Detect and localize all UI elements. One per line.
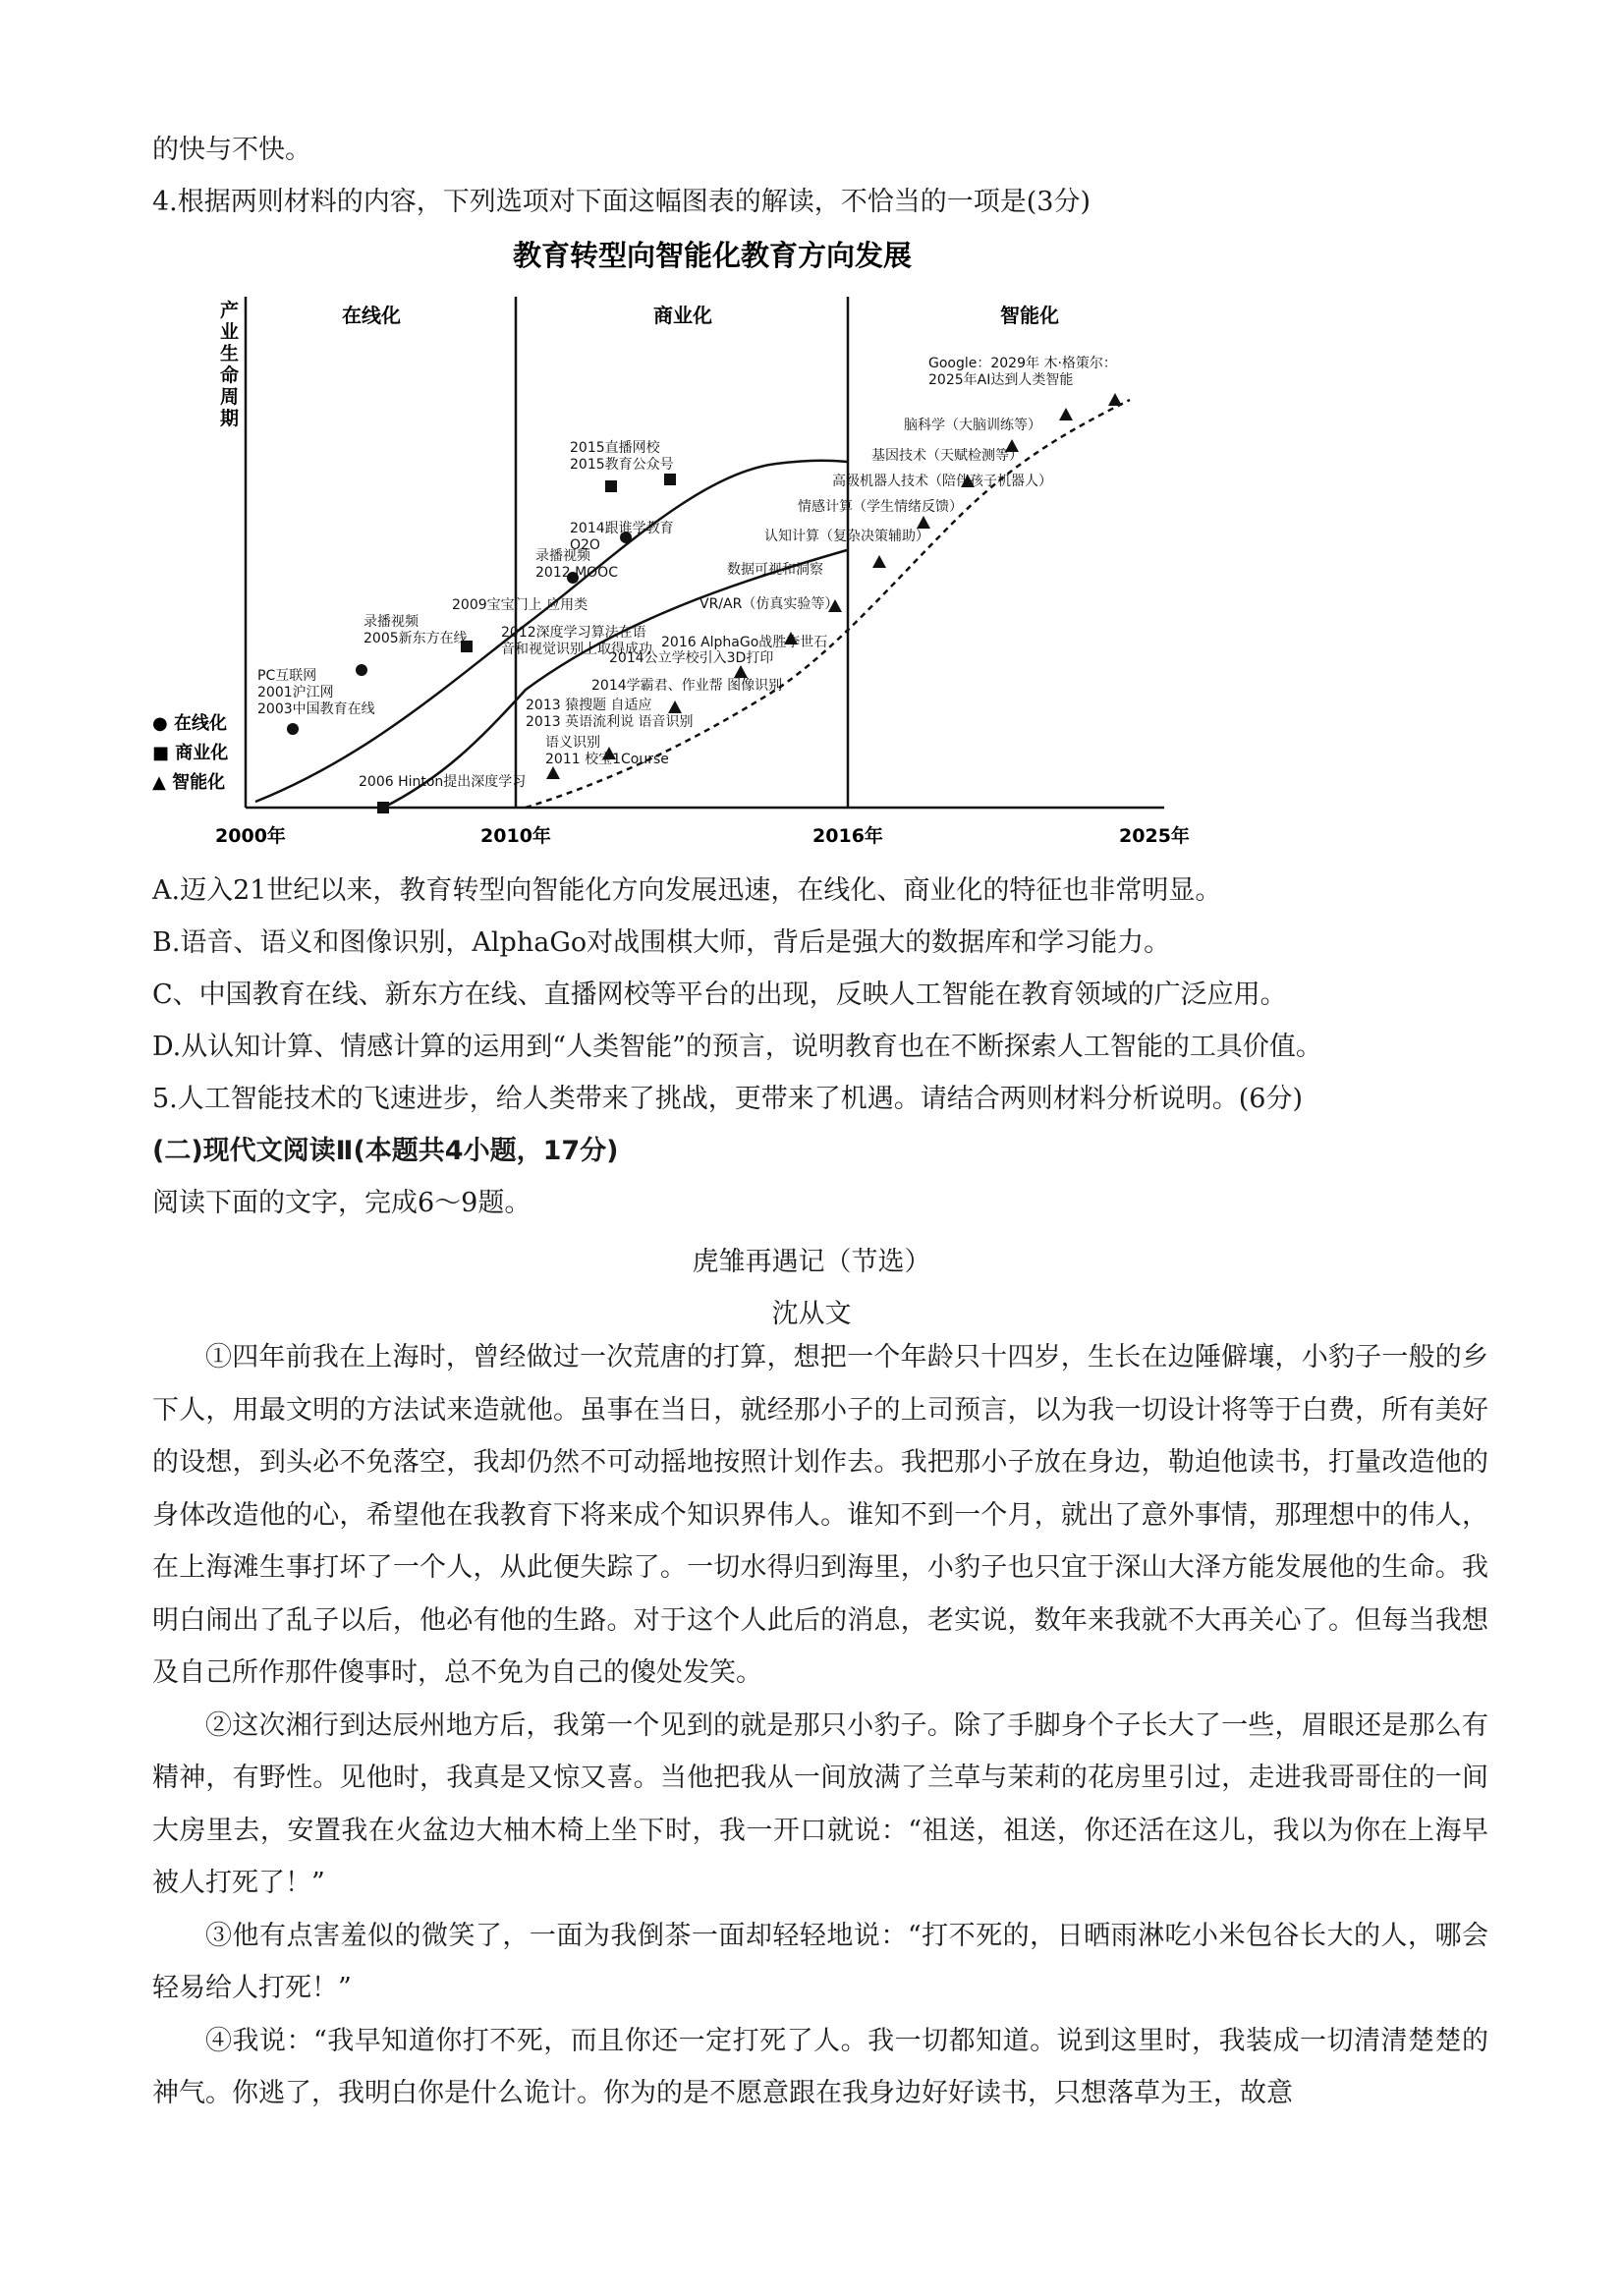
- chart-annotation: [257, 668, 375, 717]
- chart-annotation-line: 2003中国教育在线: [257, 701, 375, 717]
- option-c: C、中国教育在线、新东方在线、直播网校等平台的出现，反映人工智能在教育领域的广泛应用。: [152, 980, 1287, 1010]
- chart-annotation-line: 2014学霸君、作业帮 图像识别: [591, 678, 783, 694]
- chart-annotation: [798, 498, 963, 515]
- marker-intelligent: [872, 555, 886, 568]
- section-heading: (二)现代文阅读Ⅱ(本题共4小题，17分): [152, 1136, 619, 1166]
- marker-commercial: [377, 802, 389, 813]
- legend-online: ● 在线化: [152, 713, 227, 734]
- chart-annotation-line: 高级机器人技术（陪伴孩子机器人）: [832, 474, 1052, 489]
- chart-annotation: [700, 595, 838, 612]
- chart-annotation-line: 2012 MOOC: [535, 565, 618, 581]
- reading-instruction: 阅读下面的文字，完成6～9题。: [152, 1188, 532, 1218]
- chart-annotation-line: VR/AR（仿真实验等）: [700, 596, 839, 612]
- paragraph-3: ③他有点害羞似的微笑了，一面为我倒茶一面却轻轻地说：“打不死的，日晒雨淋吃小米包谷长大的人，哪会轻易给人打死！”: [152, 1920, 1488, 2003]
- option-b: B.语音、语义和图像识别，AlphaGo对战围棋大师，背后是强大的数据库和学习能力。: [152, 927, 1171, 958]
- chart-annotation-line: 2006 Hinton提出深度学习: [359, 774, 527, 790]
- x-tick-2010: 2010年: [480, 825, 551, 847]
- marker-intelligent: [1108, 393, 1122, 406]
- chart-title: 教育转型向智能化教育方向发展: [512, 239, 913, 272]
- chart-annotation-line: 2015教育公众号: [570, 457, 674, 473]
- chart-annotation: [452, 596, 588, 613]
- chart-annotation-line: 录播视频: [535, 548, 590, 564]
- education-chart: [147, 228, 1208, 867]
- top-text: 的快与不快。: [152, 135, 311, 165]
- chart-annotation-line: 情感计算（学生情绪反馈）: [798, 499, 963, 515]
- phase-label-commercial: 商业化: [653, 304, 712, 327]
- question-4: 4.根据两则材料的内容，下列选项对下面这幅图表的解读，不恰当的一项是(3分): [152, 187, 1091, 217]
- y-axis-label-char: 产: [220, 300, 240, 321]
- marker-intelligent: [734, 665, 748, 678]
- chart-annotation: [661, 634, 827, 650]
- chart-annotation-line: 2009宝宝门上 应用类: [452, 597, 588, 613]
- chart-annotation-line: 2005新东方在线: [364, 631, 468, 646]
- chart-annotation-line: 2014公立学校引入3D打印: [609, 650, 774, 666]
- chart-annotation-line: 2015直播网校: [570, 440, 660, 456]
- x-tick-2025: 2025年: [1119, 825, 1190, 847]
- option-a: A.迈入21世纪以来，教育转型向智能化方向发展迅速，在线化、商业化的特征也非常明显。: [152, 875, 1222, 906]
- marker-intelligent: [917, 516, 930, 529]
- chart-annotation: [871, 447, 1023, 464]
- chart-annotation-line: 脑科学（大脑训练等）: [904, 418, 1041, 433]
- chart-annotation-line: 2014跟谁学教育: [570, 521, 674, 536]
- chart-annotation: [904, 417, 1041, 433]
- phase-label-intelligent: 智能化: [1000, 304, 1059, 327]
- article-body: [152, 1331, 1488, 2120]
- marker-commercial: [605, 480, 617, 492]
- paragraph-1: ①四年前我在上海时，曾经做过一次荒唐的打算，想把一个年龄只十四岁，生长在边陲僻壤，小豹子一般的乡下人，用最文明的方法试来造就他。虽事在当日，就经那小子的上司预言，以为我一切设计将等于白费，所有美好的设想，到头必不免落空，我却仍然不可动摇地按照计划作去。我把那小子放在身边，勒迫他读书，打量改造他的身体改造他的心，希望他在我教育下将来成个知识界伟人。谁知不到一个月，就出了意外事情，那理想中的伟人，在上海滩生事打坏了一个人，从此便失踪了。一切水得归到海里，小豹子也只宜于深山大泽方能发展他的生命。我明白闹出了乱子以后，他必有他的生路。对于这个人此后的消息，老实说，数年来我就不大再关心了。但每当我想及自己所作那件傻事时，总不免为自己的傻处发笑。: [152, 1342, 1488, 1688]
- phase-label-online: 在线化: [342, 304, 401, 327]
- chart-annotation-line: 2016 AlphaGo战胜李世石: [661, 635, 828, 650]
- chart-annotation-line: 数据可视和洞察: [727, 562, 823, 578]
- marker-intelligent: [1059, 408, 1073, 420]
- chart-annotation: [609, 649, 773, 666]
- paragraph-4: ④我说：“我早知道你打不死，而且你还一定打死了人。我一切都知道。说到这里时，我装成一切清清楚楚的神气。你逃了，我明白你是什么诡计。你为的是不愿意跟在我身边好好读书，只想落草为王，故意: [152, 2025, 1488, 2108]
- chart-annotation-line: Google：2029年 木·格策尔：: [928, 356, 1117, 371]
- chart-annotation-line: 基因技术（天赋检测等）: [871, 448, 1023, 464]
- marker-intelligent: [668, 700, 682, 713]
- y-axis-label-char: 期: [220, 408, 240, 429]
- y-axis-label-char: 业: [220, 321, 240, 343]
- article-title: 虎雏再遇记（节选）: [692, 1247, 931, 1277]
- chart-annotation-line: 2013 英语流利说 语音识别: [526, 714, 694, 730]
- article-author: 沈从文: [771, 1299, 852, 1329]
- x-tick-2000: 2000年: [215, 825, 286, 847]
- chart-annotation: [591, 677, 782, 694]
- y-axis-label-char: 周: [220, 386, 240, 408]
- chart-annotation-line: 语义识别: [545, 735, 600, 751]
- chart-annotation: [727, 561, 823, 578]
- x-tick-2016: 2016年: [812, 825, 883, 847]
- legend-commercial: ■ 商业化: [152, 743, 229, 763]
- chart-annotation: [928, 355, 1117, 388]
- marker-online: [356, 664, 367, 676]
- marker-commercial: [664, 474, 676, 485]
- chart-annotation-line: 录播视频: [364, 614, 419, 630]
- chart-annotation-line: 2025年AI达到人类智能: [928, 372, 1074, 388]
- chart-annotation: [359, 773, 526, 790]
- legend-intelligent: ▲ 智能化: [152, 772, 226, 793]
- chart-annotation-line: 2001沪江网: [257, 685, 334, 700]
- chart-annotation-line: PC互联网: [257, 668, 317, 684]
- chart-annotation: [570, 439, 674, 473]
- y-axis-label-char: 生: [220, 343, 240, 364]
- chart-annotation-line: O2O: [570, 537, 600, 553]
- marker-intelligent: [546, 766, 560, 779]
- chart-annotation-line: 音和视觉识别上取得成功: [501, 642, 652, 657]
- question-5: 5.人工智能技术的飞速进步，给人类带来了挑战，更带来了机遇。请结合两则材料分析说明。(6分): [152, 1084, 1304, 1114]
- paragraph-2: ②这次湘行到达辰州地方后，我第一个见到的就是那只小豹子。除了手脚身个子长大了一些，眉眼还是那么有精神，有野性。见他时，我真是又惊又喜。当他把我从一间放满了兰草与茉莉的花房里引过，走进我哥哥住的一间大房里去，安置我在火盆边大柚木椅上坐下时，我一开口就说：“祖送，祖送，你还活在这儿，我以为你在上海早被人打死了！”: [152, 1709, 1488, 1898]
- chart-annotation-line: 2013 猿搜题 自适应: [526, 698, 652, 713]
- chart-annotation: [364, 613, 468, 646]
- option-d: D.从认知计算、情感计算的运用到“人类智能”的预言，说明教育也在不断探索人工智能的工具价值。: [152, 1032, 1322, 1062]
- chart-annotation: [764, 528, 929, 544]
- y-axis-label-char: 命: [220, 364, 240, 386]
- marker-online: [287, 723, 299, 735]
- chart-annotation-line: 2011 校宝1Course: [545, 752, 669, 767]
- chart-annotation: [526, 697, 694, 730]
- chart-annotation-line: 认知计算（复杂决策辅助）: [764, 529, 929, 544]
- chart-annotation-line: 2012深度学习算法在语: [501, 625, 646, 641]
- chart-annotation: [832, 473, 1052, 489]
- y-axis-label: [220, 299, 239, 429]
